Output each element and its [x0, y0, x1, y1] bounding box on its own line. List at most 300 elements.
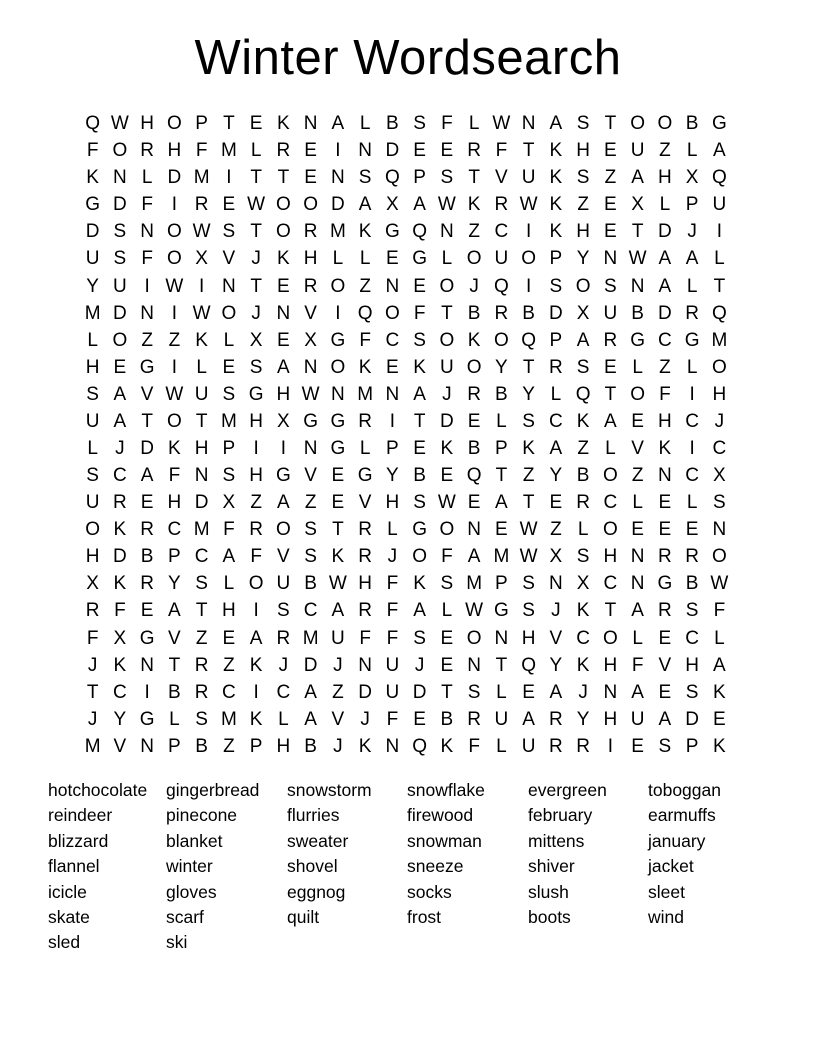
grid-cell: Z: [332, 681, 344, 703]
grid-cell: O: [602, 627, 618, 649]
grid-cell: S: [222, 465, 236, 487]
grid-cell: S: [86, 465, 99, 487]
grid-cell: K: [713, 681, 726, 703]
grid-cell: R: [576, 735, 590, 757]
grid-cell: P: [549, 248, 563, 270]
grid-cell: Z: [223, 654, 235, 676]
grid-cell: T: [604, 113, 617, 135]
grid-cell: O: [275, 519, 291, 541]
grid-cell: T: [223, 113, 235, 135]
grid-cell: L: [141, 167, 153, 189]
grid-cell: F: [386, 573, 399, 595]
grid-cell: V: [658, 654, 672, 676]
grid-cell: E: [658, 519, 672, 541]
grid-cell: S: [249, 356, 263, 378]
grid-cell: O: [112, 140, 128, 162]
grid-cell: K: [249, 708, 263, 730]
grid-cell: R: [276, 627, 291, 649]
grid-cell: O: [439, 519, 455, 541]
grid-cell: A: [495, 492, 508, 514]
grid-cell: A: [658, 708, 672, 730]
grid-cell: P: [249, 735, 263, 757]
word-list-item: snowstorm: [287, 780, 372, 800]
grid-cell: K: [113, 654, 127, 676]
page-title: Winter Wordsearch: [194, 31, 622, 85]
grid-cell: P: [222, 437, 236, 459]
grid-cell: K: [277, 248, 290, 270]
grid-cell: O: [711, 546, 727, 568]
grid-cell: W: [519, 194, 538, 216]
grid-cell: P: [168, 546, 181, 568]
grid-cell: Z: [304, 492, 317, 514]
grid-cell: W: [628, 248, 647, 270]
word-list-item: skate: [48, 907, 90, 928]
grid-cell: J: [578, 681, 588, 703]
grid-cell: F: [223, 519, 235, 541]
grid-cell: E: [413, 437, 426, 459]
grid-cell: A: [685, 248, 699, 270]
grid-cell: A: [413, 600, 426, 622]
grid-cell: O: [166, 221, 182, 243]
grid-cell: O: [439, 275, 455, 297]
grid-cell: N: [467, 519, 481, 541]
grid-cell: H: [249, 465, 263, 487]
grid-cell: J: [687, 221, 697, 243]
grid-cell: L: [550, 383, 562, 405]
grid-cell: O: [166, 410, 182, 432]
grid-cell: H: [140, 113, 154, 135]
grid-cell: E: [277, 329, 290, 351]
grid-cell: O: [384, 302, 400, 324]
grid-cell: U: [385, 654, 400, 676]
grid-cell: E: [604, 140, 617, 162]
grid-cell: E: [604, 356, 617, 378]
word-list-item: winter: [166, 856, 213, 877]
grid-cell: U: [603, 302, 618, 324]
grid-cell: C: [658, 329, 672, 351]
grid-cell: O: [303, 194, 319, 216]
grid-cell: R: [140, 573, 154, 595]
grid-cell: C: [113, 465, 127, 487]
grid-cell: E: [440, 140, 454, 162]
grid-cell: L: [468, 113, 480, 135]
grid-cell: R: [303, 221, 318, 243]
word-list-item: sneeze: [407, 856, 464, 877]
grid-cell: K: [413, 573, 426, 595]
grid-cell: V: [549, 627, 563, 649]
grid-cell: F: [359, 627, 371, 649]
grid-cell: K: [549, 221, 563, 243]
grid-cell: F: [468, 735, 480, 757]
grid-cell: H: [685, 654, 699, 676]
grid-cell: J: [87, 654, 98, 676]
grid-cell: D: [658, 302, 672, 324]
grid-cell: J: [115, 437, 125, 459]
grid-cell: L: [441, 600, 453, 622]
grid-cell: E: [631, 410, 644, 432]
grid-cell: F: [413, 302, 426, 324]
grid-cell: H: [276, 735, 291, 757]
word-list-column: [648, 778, 721, 930]
grid-cell: Y: [522, 383, 535, 405]
grid-cell: K: [277, 113, 290, 135]
grid-cell: O: [412, 546, 428, 568]
grid-cell: I: [171, 302, 178, 324]
grid-cell: L: [196, 356, 207, 378]
grid-cell: I: [253, 437, 259, 459]
grid-cell: G: [275, 465, 291, 487]
grid-cell: A: [631, 681, 644, 703]
grid-cell: E: [413, 708, 426, 730]
grid-cell: B: [140, 546, 154, 568]
grid-cell: T: [250, 275, 262, 297]
grid-cell: Q: [412, 221, 428, 243]
grid-cell: M: [329, 221, 346, 243]
grid-cell: G: [493, 600, 509, 622]
word-list-item: mittens: [528, 830, 585, 851]
grid-cell: B: [467, 302, 481, 324]
wordsearch-letter-grid: [79, 110, 733, 760]
grid-cell: V: [304, 302, 317, 324]
word-list-item: snowman: [407, 830, 482, 851]
grid-cell: W: [110, 113, 129, 135]
grid-cell: A: [713, 140, 726, 162]
grid-cell: Q: [412, 735, 428, 757]
grid-cell: C: [276, 681, 291, 703]
grid-cell: E: [522, 681, 535, 703]
grid-cell: G: [330, 437, 346, 459]
grid-cell: V: [277, 546, 290, 568]
grid-cell: Q: [521, 329, 537, 351]
grid-cell: D: [85, 221, 100, 243]
grid-cell: M: [220, 708, 237, 730]
grid-cell: T: [522, 492, 535, 514]
grid-cell: A: [631, 167, 644, 189]
grid-cell: O: [275, 194, 291, 216]
grid-cell: X: [222, 492, 236, 514]
grid-cell: Z: [577, 194, 589, 216]
word-list-item: blanket: [166, 830, 223, 851]
grid-cell: A: [222, 546, 236, 568]
grid-cell: L: [632, 627, 643, 649]
grid-cell: L: [250, 140, 262, 162]
grid-cell: U: [494, 708, 509, 730]
grid-cell: N: [140, 302, 154, 324]
word-list-item: icicle: [48, 881, 87, 902]
grid-cell: F: [495, 140, 508, 162]
grid-cell: M: [357, 383, 374, 405]
word-list-item: blizzard: [48, 830, 109, 851]
grid-cell: R: [194, 194, 209, 216]
grid-cell: I: [144, 275, 150, 297]
grid-cell: C: [603, 492, 618, 514]
grid-cell: I: [716, 221, 723, 243]
grid-cell: O: [166, 113, 182, 135]
word-list-column: [48, 778, 147, 956]
grid-cell: O: [602, 465, 618, 487]
grid-cell: L: [278, 708, 289, 730]
grid-cell: D: [658, 221, 672, 243]
grid-cell: A: [358, 194, 372, 216]
grid-cell: K: [549, 167, 563, 189]
grid-cell: K: [358, 221, 372, 243]
grid-cell: I: [253, 681, 259, 703]
grid-cell: Q: [711, 167, 727, 189]
grid-cell: F: [631, 654, 644, 676]
grid-cell: K: [576, 654, 590, 676]
grid-cell: S: [522, 573, 535, 595]
grid-cell: I: [226, 167, 232, 189]
grid-cell: B: [413, 465, 426, 487]
grid-cell: B: [685, 573, 699, 595]
grid-cell: D: [358, 681, 372, 703]
grid-cell: C: [685, 465, 699, 487]
grid-cell: K: [249, 654, 263, 676]
grid-cell: T: [522, 356, 535, 378]
word-list-item: quilt: [287, 907, 320, 928]
grid-cell: L: [223, 329, 235, 351]
grid-cell: L: [496, 410, 507, 432]
grid-cell: R: [603, 329, 618, 351]
grid-cell: W: [192, 221, 211, 243]
grid-cell: I: [171, 194, 178, 216]
grid-cell: S: [304, 546, 317, 568]
grid-cell: E: [658, 492, 672, 514]
word-list-item: earmuffs: [648, 805, 716, 826]
grid-cell: Z: [659, 140, 671, 162]
grid-cell: H: [603, 546, 618, 568]
grid-cell: S: [576, 356, 590, 378]
grid-cell: M: [220, 410, 237, 432]
grid-cell: S: [576, 113, 590, 135]
grid-cell: H: [658, 167, 672, 189]
grid-cell: G: [330, 329, 346, 351]
grid-cell: A: [467, 546, 481, 568]
grid-cell: W: [465, 600, 484, 622]
grid-cell: R: [249, 519, 263, 541]
word-list-item: scarf: [166, 907, 204, 928]
grid-cell: E: [331, 492, 345, 514]
grid-cell: K: [413, 356, 426, 378]
word-list-item: firewood: [407, 805, 474, 826]
grid-cell: N: [303, 356, 318, 378]
word-list-item: socks: [407, 881, 452, 902]
grid-cell: R: [685, 546, 699, 568]
grid-cell: N: [194, 465, 209, 487]
grid-cell: R: [685, 302, 699, 324]
grid-cell: A: [713, 654, 726, 676]
grid-cell: E: [631, 519, 644, 541]
grid-cell: C: [685, 627, 699, 649]
grid-cell: P: [685, 735, 699, 757]
grid-cell: B: [522, 302, 535, 324]
grid-cell: J: [87, 708, 98, 730]
grid-cell: E: [604, 221, 617, 243]
grid-cell: T: [522, 140, 535, 162]
grid-cell: T: [631, 221, 644, 243]
grid-cell: K: [331, 546, 345, 568]
grid-cell: Q: [493, 275, 509, 297]
grid-cell: K: [467, 329, 481, 351]
grid-cell: M: [193, 519, 210, 541]
grid-cell: F: [713, 600, 726, 622]
grid-cell: O: [657, 113, 673, 135]
grid-cell: K: [522, 437, 535, 459]
grid-cell: J: [278, 654, 289, 676]
grid-cell: N: [222, 275, 236, 297]
grid-cell: J: [333, 654, 343, 676]
grid-cell: I: [689, 383, 695, 405]
grid-cell: O: [630, 113, 646, 135]
grid-cell: S: [440, 167, 454, 189]
grid-cell: G: [412, 248, 428, 270]
word-list-item: flurries: [287, 805, 340, 826]
grid-cell: A: [576, 329, 590, 351]
grid-cell: L: [359, 437, 371, 459]
grid-cell: S: [467, 681, 481, 703]
grid-cell: U: [630, 140, 645, 162]
grid-cell: X: [195, 248, 208, 270]
grid-cell: N: [603, 248, 618, 270]
grid-cell: L: [632, 492, 643, 514]
grid-cell: T: [441, 302, 453, 324]
grid-cell: K: [467, 194, 481, 216]
grid-cell: R: [194, 681, 209, 703]
grid-cell: F: [141, 194, 153, 216]
word-list-item: sweater: [287, 830, 349, 851]
grid-cell: L: [714, 627, 725, 649]
grid-cell: Y: [113, 708, 127, 730]
grid-cell: N: [467, 654, 481, 676]
grid-cell: R: [194, 654, 209, 676]
grid-cell: J: [251, 248, 261, 270]
grid-cell: S: [113, 248, 127, 270]
grid-cell: B: [631, 302, 644, 324]
grid-cell: I: [689, 437, 695, 459]
word-list: [0, 778, 816, 968]
word-list-item: hotchocolate: [48, 780, 148, 800]
grid-cell: N: [140, 654, 154, 676]
grid-cell: L: [332, 248, 344, 270]
grid-cell: G: [357, 465, 373, 487]
grid-cell: T: [195, 600, 208, 622]
grid-cell: L: [441, 248, 453, 270]
grid-cell: L: [87, 437, 98, 459]
grid-cell: C: [167, 519, 182, 541]
grid-cell: E: [440, 465, 454, 487]
grid-cell: O: [711, 356, 727, 378]
word-list-item: pinecone: [166, 805, 238, 826]
grid-cell: D: [113, 194, 127, 216]
word-list-item: snowflake: [407, 780, 485, 800]
word-list-item: frost: [407, 907, 442, 928]
grid-cell: L: [169, 708, 180, 730]
word-list-item: wind: [648, 907, 684, 928]
grid-cell: N: [140, 221, 154, 243]
grid-cell: E: [467, 410, 481, 432]
grid-cell: Z: [250, 492, 262, 514]
grid-cell: S: [413, 329, 426, 351]
grid-cell: U: [521, 735, 536, 757]
grid-cell: E: [140, 600, 154, 622]
grid-cell: M: [84, 302, 101, 324]
grid-cell: W: [710, 573, 729, 595]
grid-cell: L: [496, 681, 507, 703]
grid-cell: H: [167, 492, 182, 514]
grid-cell: E: [440, 627, 454, 649]
grid-cell: S: [222, 221, 236, 243]
grid-cell: S: [413, 492, 426, 514]
grid-cell: C: [712, 437, 727, 459]
grid-cell: A: [113, 383, 127, 405]
grid-cell: G: [303, 410, 319, 432]
grid-cell: B: [168, 681, 181, 703]
grid-cell: B: [195, 735, 208, 757]
grid-cell: S: [522, 410, 535, 432]
grid-cell: J: [414, 654, 425, 676]
grid-cell: W: [328, 573, 347, 595]
grid-cell: E: [658, 681, 672, 703]
grid-cell: R: [658, 546, 672, 568]
grid-cell: G: [412, 519, 428, 541]
grid-cell: H: [712, 383, 727, 405]
word-list-item: evergreen: [528, 780, 607, 800]
grid-cell: R: [276, 140, 291, 162]
grid-cell: Z: [550, 519, 562, 541]
grid-cell: L: [359, 248, 371, 270]
grid-cell: A: [549, 437, 563, 459]
grid-cell: A: [304, 681, 317, 703]
grid-cell: N: [385, 735, 400, 757]
grid-cell: V: [331, 708, 345, 730]
grid-cell: K: [576, 600, 590, 622]
grid-cell: Y: [168, 573, 181, 595]
grid-cell: I: [525, 275, 532, 297]
grid-cell: E: [222, 356, 236, 378]
grid-cell: P: [386, 437, 399, 459]
grid-cell: S: [113, 221, 127, 243]
grid-cell: P: [549, 329, 563, 351]
grid-cell: F: [195, 140, 208, 162]
grid-cell: D: [440, 410, 454, 432]
grid-cell: F: [86, 627, 99, 649]
grid-cell: G: [330, 410, 346, 432]
grid-cell: E: [304, 140, 317, 162]
grid-cell: X: [631, 194, 644, 216]
grid-cell: Y: [549, 654, 563, 676]
grid-cell: E: [222, 194, 236, 216]
grid-cell: C: [385, 329, 400, 351]
grid-cell: Z: [522, 465, 535, 487]
grid-cell: A: [277, 492, 290, 514]
grid-cell: S: [86, 383, 99, 405]
grid-cell: C: [603, 573, 618, 595]
grid-cell: B: [685, 113, 699, 135]
grid-cell: O: [330, 356, 346, 378]
grid-cell: X: [576, 573, 590, 595]
grid-cell: H: [603, 654, 618, 676]
grid-cell: J: [469, 275, 479, 297]
grid-cell: E: [495, 519, 508, 541]
grid-cell: R: [658, 600, 672, 622]
word-list-column: [407, 778, 485, 930]
grid-cell: W: [165, 383, 184, 405]
grid-cell: M: [302, 627, 319, 649]
grid-cell: U: [385, 681, 400, 703]
grid-cell: E: [331, 465, 345, 487]
grid-cell: C: [222, 681, 236, 703]
grid-cell: V: [140, 383, 154, 405]
